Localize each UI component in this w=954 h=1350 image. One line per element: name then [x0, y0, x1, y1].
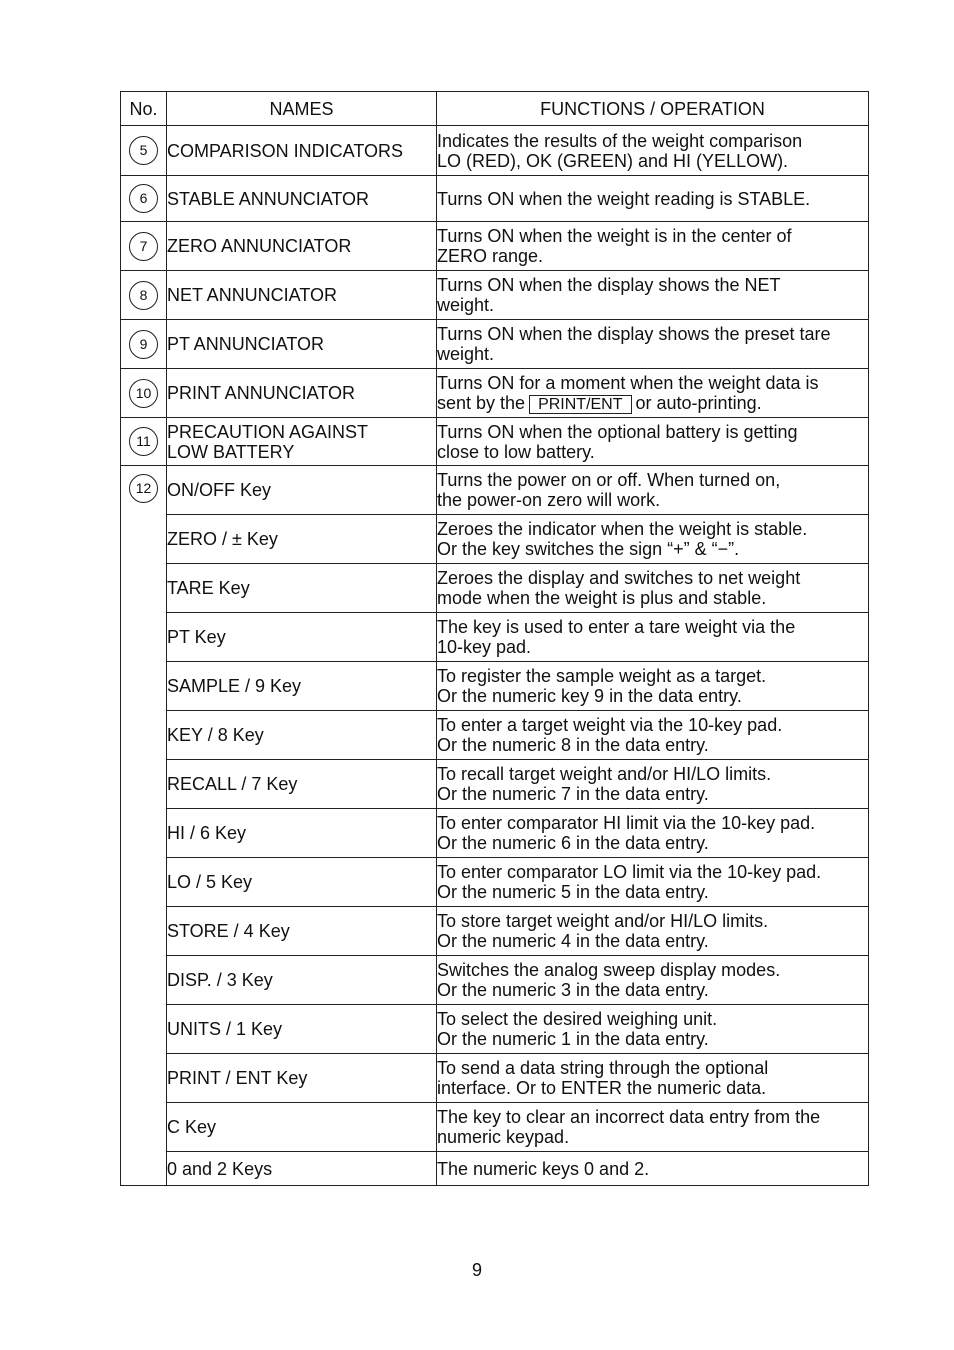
- item-number-badge: 10: [129, 379, 158, 408]
- table-row: [121, 858, 869, 907]
- table-row: [121, 418, 869, 466]
- table-row: [121, 515, 869, 564]
- item-function: Turns ON when the weight is in the center of ZERO range.: [437, 222, 869, 271]
- key-function: To enter comparator HI limit via the 10-key pad. Or the numeric 6 in the data entry.: [437, 809, 869, 858]
- item-name: PRECAUTION AGAINST LOW BATTERY: [167, 418, 437, 466]
- key-name: C Key: [167, 1103, 437, 1152]
- key-name: DISP. / 3 Key: [167, 956, 437, 1005]
- key-function: To enter a target weight via the 10-key pad. Or the numeric 8 in the data entry.: [437, 711, 869, 760]
- item-function: Indicates the results of the weight comparison LO (RED), OK (GREEN) and HI (YELLOW).: [437, 126, 869, 176]
- header-names: NAMES: [167, 92, 437, 126]
- key-function: To store target weight and/or HI/LO limits. Or the numeric 4 in the data entry.: [437, 907, 869, 956]
- item-name: ZERO ANNUNCIATOR: [167, 222, 437, 271]
- key-name: 0 and 2 Keys: [167, 1152, 437, 1186]
- table-row: [121, 126, 869, 176]
- key-name: LO / 5 Key: [167, 858, 437, 907]
- key-name: UNITS / 1 Key: [167, 1005, 437, 1054]
- table-row: [121, 711, 869, 760]
- key-function: Zeroes the display and switches to net weight mode when the weight is plus and stable.: [437, 564, 869, 613]
- item-function: Turns ON when the display shows the preset tare weight.: [437, 320, 869, 369]
- key-function: To recall target weight and/or HI/LO limits. Or the numeric 7 in the data entry.: [437, 760, 869, 809]
- item-number-badge: 5: [129, 136, 158, 165]
- table-row: [121, 1054, 869, 1103]
- table-row: [121, 613, 869, 662]
- key-name: ZERO / ± Key: [167, 515, 437, 564]
- table-row: [121, 176, 869, 222]
- table-row: [121, 271, 869, 320]
- page-number: 9: [471, 1260, 482, 1280]
- header-no: No.: [121, 92, 167, 126]
- print-ent-key-label: PRINT/ENT: [529, 395, 631, 414]
- table-row: [121, 809, 869, 858]
- table-row: [121, 760, 869, 809]
- key-function: To enter comparator LO limit via the 10-key pad. Or the numeric 5 in the data entry.: [437, 858, 869, 907]
- key-function: Switches the analog sweep display modes. Or the numeric 3 in the data entry.: [437, 956, 869, 1005]
- table-row: [121, 1103, 869, 1152]
- item-number-badge: 11: [129, 427, 158, 456]
- item-number-badge: 12: [129, 474, 158, 503]
- table-row: [121, 466, 869, 515]
- item-name: PRINT ANNUNCIATOR: [167, 369, 437, 418]
- key-name: STORE / 4 Key: [167, 907, 437, 956]
- key-function: Turns the power on or off. When turned on, the power-on zero will work.: [437, 466, 869, 515]
- key-name: PRINT / ENT Key: [167, 1054, 437, 1103]
- functions-table: [120, 91, 869, 1186]
- key-name: KEY / 8 Key: [167, 711, 437, 760]
- item-number-badge: 7: [129, 232, 158, 261]
- key-name: HI / 6 Key: [167, 809, 437, 858]
- item-function: Turns ON when the optional battery is getting close to low battery.: [437, 418, 869, 466]
- table-row: [121, 320, 869, 369]
- item-function: Turns ON when the weight reading is STABLE.: [437, 176, 869, 222]
- key-function: To select the desired weighing unit. Or the numeric 1 in the data entry.: [437, 1005, 869, 1054]
- key-name: TARE Key: [167, 564, 437, 613]
- item-function: Turns ON when the display shows the NET weight.: [437, 271, 869, 320]
- table-header-row: [121, 92, 869, 126]
- key-function: The key to clear an incorrect data entry from the numeric keypad.: [437, 1103, 869, 1152]
- item-name: PT ANNUNCIATOR: [167, 320, 437, 369]
- table-row: [121, 1152, 869, 1186]
- key-name: RECALL / 7 Key: [167, 760, 437, 809]
- table-row: [121, 907, 869, 956]
- item-number-badge: 8: [129, 281, 158, 310]
- item-number-badge: 9: [129, 330, 158, 359]
- item-number-badge: 6: [129, 184, 158, 213]
- table-row: [121, 662, 869, 711]
- key-function: Zeroes the indicator when the weight is stable. Or the key switches the sign “+” & “−”.: [437, 515, 869, 564]
- item-name: COMPARISON INDICATORS: [167, 126, 437, 176]
- key-function: The key is used to enter a tare weight via the 10-key pad.: [437, 613, 869, 662]
- key-name: PT Key: [167, 613, 437, 662]
- key-name: ON/OFF Key: [167, 466, 437, 515]
- table-row: [121, 369, 869, 418]
- item-name: NET ANNUNCIATOR: [167, 271, 437, 320]
- key-name: SAMPLE / 9 Key: [167, 662, 437, 711]
- item-function: Turns ON for a moment when the weight data is sent by the PRINT/ENT or auto-printing.: [437, 369, 869, 418]
- table-row: [121, 1005, 869, 1054]
- table-row: [121, 564, 869, 613]
- item-name: STABLE ANNUNCIATOR: [167, 176, 437, 222]
- key-function: To send a data string through the optional interface. Or to ENTER the numeric data.: [437, 1054, 869, 1103]
- key-function: The numeric keys 0 and 2.: [437, 1152, 869, 1186]
- table-row: [121, 956, 869, 1005]
- table-row: [121, 222, 869, 271]
- key-function: To register the sample weight as a target. Or the numeric key 9 in the data entry.: [437, 662, 869, 711]
- header-functions: FUNCTIONS / OPERATION: [437, 92, 869, 126]
